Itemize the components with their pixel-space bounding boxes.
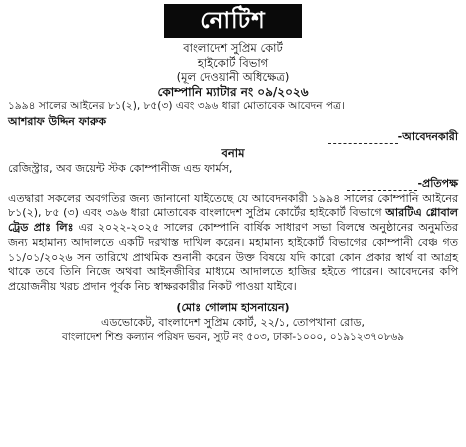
respondent-role: -প্রতিপক্ষ <box>417 176 458 190</box>
company-name: আরটিএ গ্লোবাল ট্রেড প্রাঃ লিঃ <box>8 206 458 235</box>
body-part-1: এতদ্বারা সকলের অবগতির জন্য জানানো যাইতেছে যে আবেদনকারী ১৯৯৪ সালের কোম্পানি আইনের ৮১(২), ৮৫ (৩) এবং ৩৯৬ ধারা মোতাবেক বাংলাদেশ সুপ্রিম কোর্টের হাইকোর্ট বিভাগে <box>8 191 458 220</box>
court-jurisdiction: (মূল দেওয়ানী অধিক্ষেত্র) <box>176 70 290 84</box>
dashed-line <box>347 189 417 191</box>
notice-body <box>8 192 458 296</box>
applicant-name: আশরাফ উদ্দিন ফারুক <box>8 115 107 128</box>
respondent-role-row <box>8 176 458 191</box>
versus-label: বনাম <box>221 146 245 160</box>
applicant-role: -আবেদনকারী <box>397 130 458 143</box>
matter-number: কোম্পানি ম্যাটার নং ০৯/২০২৬ <box>157 84 309 99</box>
court-division: হাইকোর্ট বিভাগ <box>197 55 269 70</box>
advocate-title: এডভোকেট, বাংলাদেশ সুপ্রিম কোর্ট, ২২/১, তোপখানা রোড, <box>100 315 366 329</box>
advocate-name: (মোঃ গোলাম হাসনায়েন) <box>176 301 290 315</box>
notice-title: নোটিশ <box>200 7 266 34</box>
applicant-role-row <box>8 129 458 144</box>
respondent-name: রেজিস্ট্রার, অব জয়েন্ট স্টক কোম্পানীজ এন্ড ফার্মস, <box>8 161 233 175</box>
signature-block <box>8 301 458 345</box>
law-reference: ১৯৯৪ সালের আইনের ৮১(২), ৮৫(৩) এবং ৩৯৬ ধারা মোতাবেক আবেদন পত্র। <box>8 100 345 112</box>
court-name: বাংলাদেশ সুপ্রিম কোর্ট <box>183 41 283 55</box>
notice-title-banner <box>164 4 302 38</box>
body-part-2: এর ২০২২-২০২৫ সালের কোম্পানি বার্ষিক সাধারণ সভা বিলম্বে অনুষ্ঠানের অনুমতির জন্য মহামান্য আদালতে একটি দরখাস্ত দাখিল করেন। মহামান্য হাইকোর্ট বিভাগের কোম্পানী বেঞ্চ গত ১১/০১/২০২৬ সন তারিখে প্রাথমিক শুনানী করেন উক্ত বিষয়ে যদি কারো কোন প্রকার স্বার্থ বা আগ্রহ থাকে তবে তিনি নিজে অথবা আইনজীবির মাধ্যমে আদালতে হাজির হইতে পারেন। আবেদনের কপি প্রয়োজনীয় খরচ প্রদান পূর্বক নিচ স্বাক্ষরকারীর নিকট পাওয়া যাইবে। <box>8 221 459 294</box>
dashed-line <box>328 142 398 144</box>
advocate-address: বাংলাদেশ শিশু কল্যান পরিষদ ভবন, স্যুট নং ৫০৩, ঢাকা-১০০০, ০১৯১২৩৭০৮৬৯ <box>61 331 405 344</box>
